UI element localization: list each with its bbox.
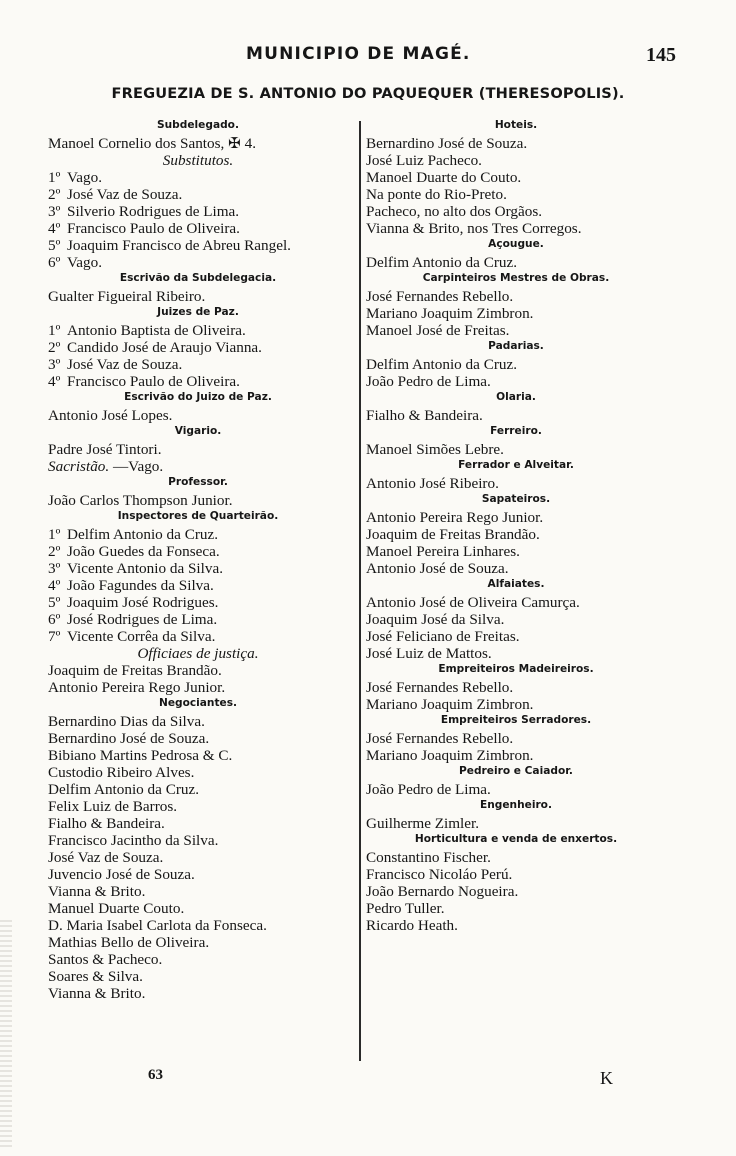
list-item: Mathias Bello de Oliveira. xyxy=(48,934,210,951)
section-heading-ferrador: Ferrador e Alveitar. xyxy=(458,459,574,471)
item-name: Candido José de Araujo Vianna. xyxy=(67,339,262,356)
list-item: Vianna & Brito. xyxy=(48,985,146,1002)
list-item xyxy=(48,237,348,254)
list-item: Manoel Pereira Linhares. xyxy=(366,543,520,560)
gathering-mark: K xyxy=(600,1068,613,1088)
list-item: Felix Luiz de Barros. xyxy=(48,798,178,815)
item-name: Francisco Paulo de Oliveira. xyxy=(67,373,240,390)
item-name: João Fagundes da Silva. xyxy=(67,577,214,594)
list-item: Delfim Antonio da Cruz. xyxy=(366,356,518,373)
section-heading-escrivao-juizo: Escrivão do Juizo de Paz. xyxy=(124,391,272,403)
list-item: Guilherme Zimler. xyxy=(366,815,480,832)
section-heading-vigario: Vigario. xyxy=(174,425,222,437)
item-number: 2º xyxy=(48,186,61,203)
list-item: Pacheco, no alto dos Orgãos. xyxy=(366,203,543,220)
item-name: Antonio Baptista de Oliveira. xyxy=(67,322,246,339)
section-heading-professor: Professor. xyxy=(168,476,228,488)
list-item: José Luiz Pacheco. xyxy=(366,152,482,169)
section-heading-carpinteiros: Carpinteiros Mestres de Obras. xyxy=(422,272,610,284)
list-item: Pedro Tuller. xyxy=(366,900,445,917)
list-item: Ricardo Heath. xyxy=(366,917,458,934)
item-name: Joaquim José Rodrigues. xyxy=(67,594,219,611)
item-number: 5º xyxy=(48,237,61,254)
list-item: Bernardino Dias da Silva. xyxy=(48,713,205,730)
section-heading-serradores: Empreiteiros Serradores. xyxy=(440,714,592,726)
list-item xyxy=(48,322,348,339)
parish-title: FREGUEZIA DE S. ANTONIO DO PAQUEQUER (THERESOPOLIS). xyxy=(111,85,625,102)
list-item: Mariano Joaquim Zimbron. xyxy=(366,696,534,713)
list-item: Mariano Joaquim Zimbron. xyxy=(366,305,534,322)
list-item: João Pedro de Lima. xyxy=(366,781,491,798)
list-item xyxy=(48,560,348,577)
item-number: 6º xyxy=(48,254,61,271)
item-name: José Vaz de Souza. xyxy=(67,186,183,203)
list-item xyxy=(48,356,348,373)
list-item: Manuel Duarte Couto. xyxy=(48,900,185,917)
section-heading-escrivao-subdelegacia: Escrivão da Subdelegacia. xyxy=(119,272,277,284)
section-heading-padarias: Padarias. xyxy=(488,340,544,352)
list-item: Joaquim José da Silva. xyxy=(366,611,505,628)
list-item: João Bernardo Nogueira. xyxy=(366,883,519,900)
section-heading-horticultura: Horticultura e venda de enxertos. xyxy=(414,833,618,845)
escrivao-juizo-name: Antonio José Lopes. xyxy=(48,407,173,424)
section-heading-hoteis: Hoteis. xyxy=(494,119,538,131)
list-item: Constantino Fischer. xyxy=(366,849,491,866)
list-item: Na ponte do Rio-Preto. xyxy=(366,186,507,203)
list-item: Delfim Antonio da Cruz. xyxy=(366,254,518,271)
section-heading-negociantes: Negociantes. xyxy=(158,697,238,709)
item-number: 3º xyxy=(48,560,61,577)
list-item: Vianna & Brito, nos Tres Corregos. xyxy=(366,220,582,237)
item-number: 1º xyxy=(48,169,61,186)
list-item: Mariano Joaquim Zimbron. xyxy=(366,747,534,764)
item-number: 2º xyxy=(48,543,61,560)
item-number: 6º xyxy=(48,611,61,628)
list-item: Manoel Duarte do Couto. xyxy=(366,169,522,186)
list-item: Manoel Simões Lebre. xyxy=(366,441,504,458)
item-name: José Rodrigues de Lima. xyxy=(67,611,218,628)
list-item: D. Maria Isabel Carlota da Fonseca. xyxy=(48,917,267,934)
item-name: João Guedes da Fonseca. xyxy=(67,543,220,560)
item-name: Francisco Paulo de Oliveira. xyxy=(67,220,240,237)
list-item xyxy=(48,169,348,186)
vigario-name: Padre José Tintori. xyxy=(48,441,162,458)
section-heading-juizes-paz: Juizes de Paz. xyxy=(157,306,239,318)
list-item: Antonio José de Souza. xyxy=(366,560,509,577)
section-heading-madeireiros: Empreiteiros Madeireiros. xyxy=(438,663,594,675)
list-item: José Luiz de Mattos. xyxy=(366,645,492,662)
list-item: Santos & Pacheco. xyxy=(48,951,163,968)
item-name: Vago. xyxy=(67,169,103,186)
item-name: Vicente Antonio da Silva. xyxy=(67,560,223,577)
escrivao-subdelegacia-name: Gualter Figueiral Ribeiro. xyxy=(48,288,206,305)
page-number: 145 xyxy=(646,44,676,66)
item-name: José Vaz de Souza. xyxy=(67,356,183,373)
list-item: Manoel José de Freitas. xyxy=(366,322,510,339)
list-item xyxy=(48,628,348,645)
section-heading-ferreiro: Ferreiro. xyxy=(490,425,542,437)
list-item: Francisco Jacintho da Silva. xyxy=(48,832,219,849)
column-divider xyxy=(359,121,361,1061)
list-item: José Fernandes Rebello. xyxy=(366,288,514,305)
list-item: José Feliciano de Freitas. xyxy=(366,628,520,645)
list-item: Custodio Ribeiro Alves. xyxy=(48,764,195,781)
list-item: Soares & Silva. xyxy=(48,968,143,985)
section-heading-substitutos: Substitutos. xyxy=(162,152,234,169)
list-item xyxy=(48,186,348,203)
list-item: Fialho & Bandeira. xyxy=(48,815,165,832)
item-name: Silverio Rodrigues de Lima. xyxy=(67,203,240,220)
list-item xyxy=(48,203,348,220)
list-item xyxy=(48,254,348,271)
list-item xyxy=(48,577,348,594)
list-item: Antonio José de Oliveira Camurça. xyxy=(366,594,580,611)
subdelegado-name: Manoel Cornelio dos Santos, ✠ 4. xyxy=(48,135,257,152)
section-heading-olaria: Olaria. xyxy=(496,391,536,403)
list-item: Bernardino José de Souza. xyxy=(366,135,528,152)
section-heading-engenheiro: Engenheiro. xyxy=(480,799,552,811)
section-heading-subdelegado: Subdelegado. xyxy=(157,119,239,131)
section-heading-pedreiro: Pedreiro e Caiador. xyxy=(459,765,573,777)
list-item xyxy=(48,543,348,560)
item-number: 2º xyxy=(48,339,61,356)
list-item: José Vaz de Souza. xyxy=(48,849,164,866)
list-item: Fialho & Bandeira. xyxy=(366,407,483,424)
list-item xyxy=(48,373,348,390)
list-item: Antonio Pereira Rego Junior. xyxy=(48,679,226,696)
list-item: Joaquim de Freitas Brandão. xyxy=(48,662,222,679)
list-item: Francisco Nicoláo Perú. xyxy=(366,866,513,883)
section-heading-acougue: Açougue. xyxy=(488,238,544,250)
page-edge-texture xyxy=(0,920,12,1150)
right-column xyxy=(366,118,666,934)
running-head xyxy=(0,44,736,68)
item-name: Vago. xyxy=(67,254,103,271)
section-heading-officiaes: Officiaes de justiça. xyxy=(137,645,259,662)
section-heading-inspectores: Inspectores de Quarteirão. xyxy=(117,510,279,522)
item-number: 3º xyxy=(48,356,61,373)
list-item: Antonio José Ribeiro. xyxy=(366,475,499,492)
list-item xyxy=(48,339,348,356)
item-number: 3º xyxy=(48,203,61,220)
section-heading-alfaiates: Alfaiates. xyxy=(487,578,545,590)
item-number: 4º xyxy=(48,220,61,237)
list-item xyxy=(48,220,348,237)
item-number: 1º xyxy=(48,526,61,543)
list-item xyxy=(48,594,348,611)
item-name: Vicente Corrêa da Silva. xyxy=(67,628,216,645)
list-item xyxy=(48,611,348,628)
list-item: José Fernandes Rebello. xyxy=(366,679,514,696)
sacristao-label: Sacristão. xyxy=(48,458,110,475)
list-item: Antonio Pereira Rego Junior. xyxy=(366,509,544,526)
item-number: 5º xyxy=(48,594,61,611)
item-number: 7º xyxy=(48,628,61,645)
running-title: MUNICIPIO DE MAGÉ. xyxy=(246,44,471,64)
list-item: Joaquim de Freitas Brandão. xyxy=(366,526,540,543)
list-item: Juvencio José de Souza. xyxy=(48,866,195,883)
left-column xyxy=(48,118,348,1002)
professor-name: João Carlos Thompson Junior. xyxy=(48,492,233,509)
signature-mark: 63 xyxy=(148,1067,163,1083)
list-item: José Fernandes Rebello. xyxy=(366,730,514,747)
list-item: João Pedro de Lima. xyxy=(366,373,491,390)
list-item: Vianna & Brito. xyxy=(48,883,146,900)
list-item: Bibiano Martins Pedrosa & C. xyxy=(48,747,233,764)
item-number: 4º xyxy=(48,577,61,594)
sacristao-line xyxy=(48,458,348,475)
section-heading-sapateiros: Sapateiros. xyxy=(481,493,551,505)
list-item: Delfim Antonio da Cruz. xyxy=(48,781,200,798)
item-name: Joaquim Francisco de Abreu Rangel. xyxy=(67,237,291,254)
list-item xyxy=(48,526,348,543)
sacristao-value: —Vago. xyxy=(109,458,164,475)
list-item: Bernardino José de Souza. xyxy=(48,730,210,747)
item-number: 1º xyxy=(48,322,61,339)
item-name: Delfim Antonio da Cruz. xyxy=(67,526,219,543)
item-number: 4º xyxy=(48,373,61,390)
